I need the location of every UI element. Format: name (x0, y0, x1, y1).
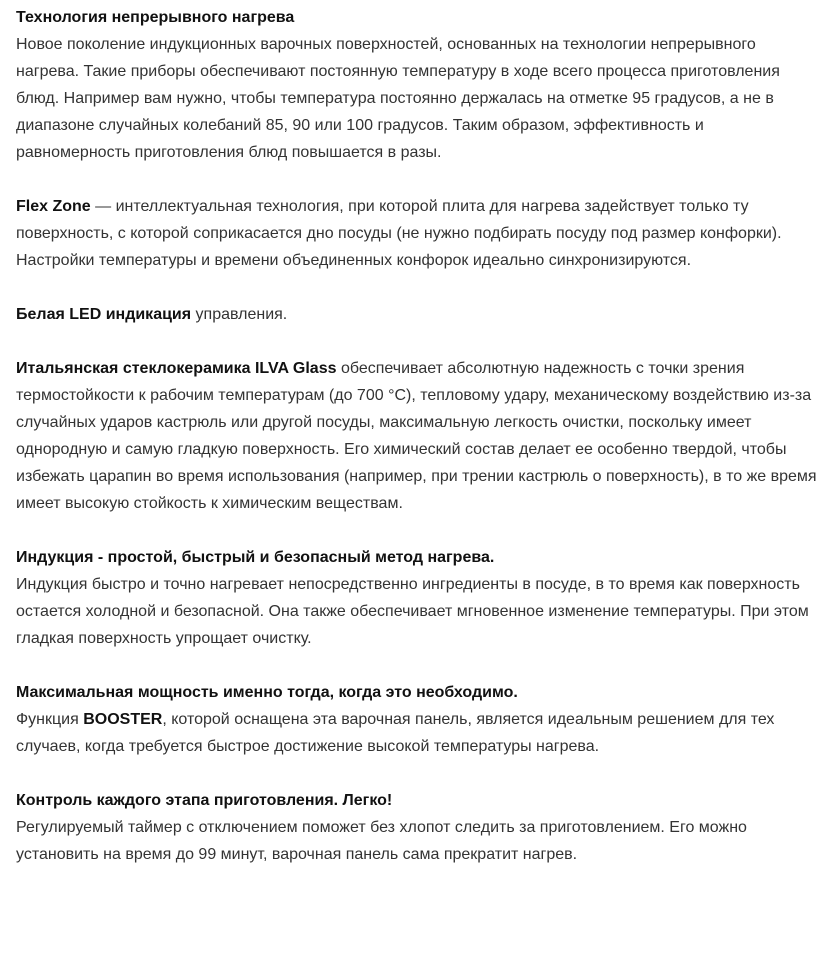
section-flex-zone (16, 193, 818, 274)
section-booster (16, 679, 818, 760)
section-text: обеспечивает абсолютную надежность с точки зрения термостойкости к рабочим температурам (до 700 °C), тепловому удару, механическому воздействию из-за случайных ударов кастрюль или другой посуды, максимальную легкость очистки, поскольку имеет однородную и самую гладкую поверхность. Его химический состав делает ее особенно твердой, чтобы избежать царапин во время использования (например, при трении кастрюль о поверхность), в то же время имеет высокую стойкость к химическим веществам. (16, 360, 817, 512)
section-paragraph (16, 355, 818, 517)
section-text: — интеллектуальная технология, при которой плита для нагрева задействует только ту поверхность, с которой соприкасается дно посуды (не нужно подбирать посуду под размер конфорки). Настройки температуры и времени объединенных конфорок идеально синхронизируются. (16, 198, 782, 269)
section-paragraph (16, 301, 818, 328)
section-lead: Итальянская стеклокерамика ILVA Glass (16, 360, 337, 377)
section-text-pre: Функция (16, 711, 84, 728)
section-text: Индукция быстро и точно нагревает непосредственно ингредиенты в посуде, в то время как поверхность остается холодной и безопасной. Она также обеспечивает мгновенное изменение температуры. При этом гладкая поверхность упрощает очистку. (16, 576, 809, 647)
section-induction (16, 544, 818, 652)
section-led (16, 301, 818, 328)
section-heading: Контроль каждого этапа приготовления. Легко! (16, 792, 393, 809)
section-glass (16, 355, 818, 517)
section-continuous-heating (16, 4, 818, 166)
section-lead: BOOSTER (83, 711, 163, 728)
section-paragraph (16, 193, 818, 274)
section-lead: Flex Zone (16, 198, 91, 215)
section-paragraph (16, 706, 818, 760)
section-lead: Белая LED индикация (16, 306, 192, 323)
section-heading: Максимальная мощность именно тогда, когда это необходимо. (16, 684, 518, 701)
section-text: управления. (191, 306, 288, 323)
section-heading: Индукция - простой, быстрый и безопасный метод нагрева. (16, 549, 495, 566)
section-heading: Технология непрерывного нагрева (16, 9, 295, 26)
section-text: Новое поколение индукционных варочных поверхностей, основанных на технологии непрерывного нагрева. Такие приборы обеспечивают постоянную температуру в ходе всего процесса приготовления блюд. Например вам нужно, чтобы температура постоянно держалась на отметке 95 градусов, а не в диапазоне случайных колебаний 85, 90 или 100 градусов. Таким образом, эффективность и равномерность приготовления блюд повышается в разы. (16, 36, 780, 161)
section-timer (16, 787, 818, 868)
section-text: , которой оснащена эта варочная панель, является идеальным решением для тех случаев, когда требуется быстрое достижение высокой температуры нагрева. (16, 711, 775, 755)
section-text: Регулируемый таймер с отключением поможет без хлопот следить за приготовлением. Его можно установить на время до 99 минут, варочная панель сама прекратит нагрев. (16, 819, 747, 863)
